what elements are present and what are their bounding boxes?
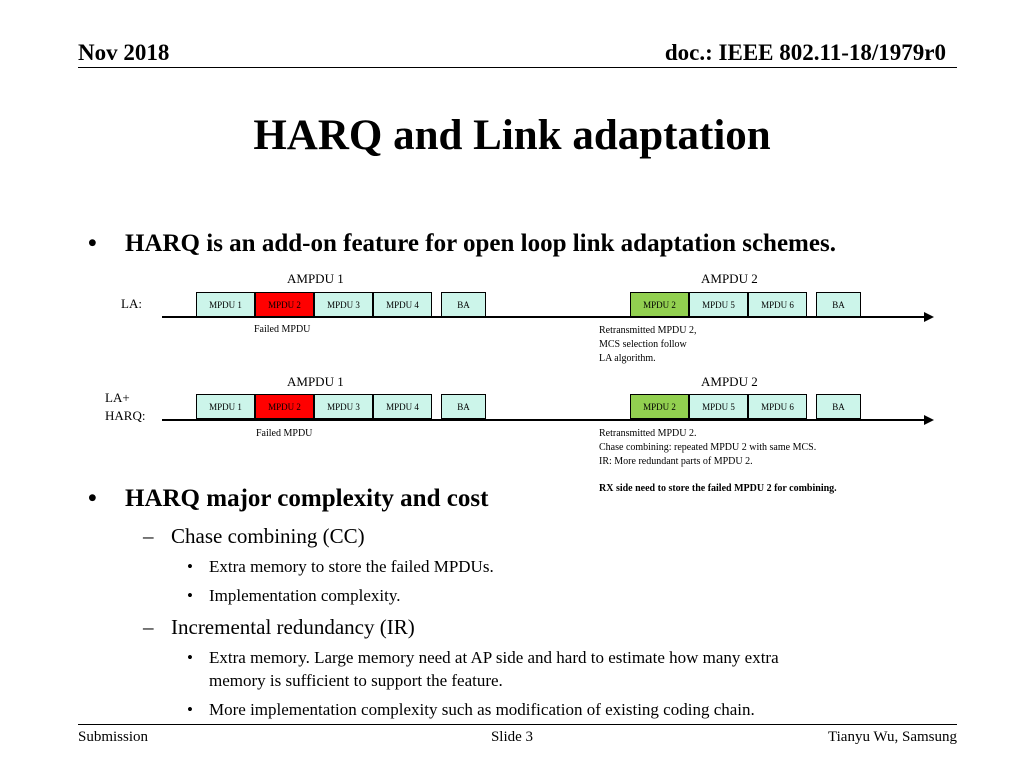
- la-note-line: Retransmitted MPDU 2,: [599, 325, 697, 336]
- bullet-dot: •: [187, 700, 193, 719]
- footer-rule: [78, 724, 957, 725]
- harq-row-label-line2: HARQ:: [105, 408, 146, 423]
- bullet-marker: •: [88, 230, 97, 257]
- la-ba-box: BA: [441, 292, 486, 317]
- harq-row-label-line1: LA+: [105, 390, 130, 405]
- harq-mpdu-box: MPDU 5: [689, 394, 748, 419]
- harq-ba-box: BA: [816, 394, 861, 419]
- header-date: Nov 2018: [78, 40, 170, 65]
- harq-failed-label: Failed MPDU: [256, 428, 313, 439]
- bullet-dot: •: [187, 586, 193, 605]
- harq-ba-box: BA: [441, 394, 486, 419]
- bullet-dot: •: [187, 557, 193, 576]
- dash-marker: –: [143, 615, 154, 639]
- harq-mpdu-box: MPDU 6: [748, 394, 807, 419]
- la-ampdu2-label: AMPDU 2: [701, 271, 758, 286]
- harq-note-line: Retransmitted MPDU 2.: [599, 428, 697, 439]
- sub-bullet-cc: Chase combining (CC): [171, 524, 365, 548]
- harq-timeline-axis: [162, 419, 926, 421]
- cc-item: Extra memory to store the failed MPDUs.: [209, 557, 494, 576]
- la-failed-label: Failed MPDU: [254, 324, 311, 335]
- bullet-harq-addon: HARQ is an add-on feature for open loop link adaptation schemes.: [125, 230, 836, 257]
- bullet-dot: •: [187, 648, 193, 667]
- ir-item-line2: memory is sufficient to support the feature.: [209, 671, 503, 690]
- ir-item-line1: Extra memory. Large memory need at AP side and hard to estimate how many extra: [209, 648, 779, 667]
- la-ampdu1-label: AMPDU 1: [287, 271, 344, 286]
- footer-slide-number: Slide 3: [490, 729, 534, 745]
- dash-marker: –: [143, 524, 154, 548]
- la-timeline-axis: [162, 316, 926, 318]
- bullet-marker: •: [88, 485, 97, 512]
- la-ba-box: BA: [816, 292, 861, 317]
- harq-mpdu-box: MPDU 1: [196, 394, 255, 419]
- la-mpdu-box-failed: MPDU 2: [255, 292, 314, 317]
- bullet-harq-cost: HARQ major complexity and cost: [125, 485, 489, 512]
- header-doc-id: doc.: IEEE 802.11-18/1979r0: [664, 40, 946, 65]
- la-mpdu-box: MPDU 1: [196, 292, 255, 317]
- cc-item: Implementation complexity.: [209, 586, 401, 605]
- la-mpdu-box-retransmitted: MPDU 2: [630, 292, 689, 317]
- harq-mpdu-box-retransmitted: MPDU 2: [630, 394, 689, 419]
- la-mpdu-box: MPDU 3: [314, 292, 373, 317]
- la-note-line: MCS selection follow: [599, 339, 687, 350]
- sub-bullet-ir: Incremental redundancy (IR): [171, 615, 415, 639]
- harq-timeline-arrow-icon: [924, 415, 934, 425]
- la-mpdu-box: MPDU 4: [373, 292, 432, 317]
- harq-mpdu-box: MPDU 3: [314, 394, 373, 419]
- la-mpdu-box: MPDU 6: [748, 292, 807, 317]
- harq-note-line: Chase combining: repeated MPDU 2 with same MCS.: [599, 442, 817, 453]
- harq-mpdu-box: MPDU 4: [373, 394, 432, 419]
- harq-note-bold: RX side need to store the failed MPDU 2 for combining.: [599, 483, 837, 494]
- la-timeline-arrow-icon: [924, 312, 934, 322]
- footer-author: Tianyu Wu, Samsung: [827, 729, 957, 745]
- harq-ampdu2-label: AMPDU 2: [701, 374, 758, 389]
- la-row-label: LA:: [121, 296, 142, 311]
- ir-item: More implementation complexity such as modification of existing coding chain.: [209, 700, 755, 719]
- footer-submission: Submission: [78, 729, 149, 745]
- harq-note-line: IR: More redundant parts of MPDU 2.: [599, 456, 753, 467]
- harq-mpdu-box-failed: MPDU 2: [255, 394, 314, 419]
- header-rule: [78, 67, 957, 68]
- la-mpdu-box: MPDU 5: [689, 292, 748, 317]
- la-note-line: LA algorithm.: [599, 353, 656, 364]
- harq-ampdu1-label: AMPDU 1: [287, 374, 344, 389]
- slide-title: HARQ and Link adaptation: [253, 112, 771, 159]
